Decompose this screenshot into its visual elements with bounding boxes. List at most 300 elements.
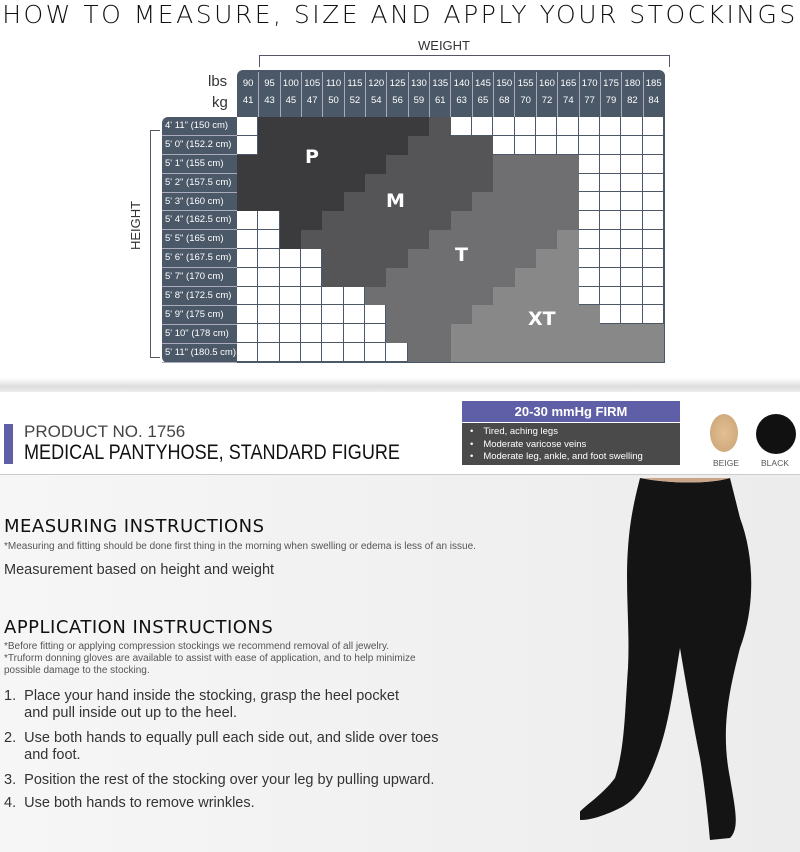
cell-size-t	[451, 268, 472, 287]
cell-size-p	[344, 117, 365, 136]
unit-kg: kg	[212, 94, 228, 111]
kg-label: 45	[285, 95, 297, 106]
height-row-label: 5' 1" (155 cm)	[162, 155, 237, 174]
cell-size-m	[344, 211, 365, 230]
cell-size-t	[536, 155, 557, 174]
cell-size-t	[515, 230, 536, 249]
cell-size-xt	[515, 343, 536, 362]
cell-empty	[344, 305, 365, 324]
weight-column-header	[281, 72, 302, 117]
cell-empty	[365, 343, 386, 362]
weight-column-header	[430, 72, 451, 117]
weight-column-header	[558, 72, 579, 117]
cell-size-t	[515, 174, 536, 193]
cell-size-m	[429, 136, 450, 155]
height-row-label: 5' 0" (152.2 cm)	[162, 136, 237, 155]
cell-size-t	[429, 324, 450, 343]
cell-size-t	[386, 268, 407, 287]
cell-empty	[621, 117, 642, 136]
cell-size-p	[280, 136, 301, 155]
cell-size-p	[237, 192, 258, 211]
cell-empty	[579, 249, 600, 268]
kg-label: 79	[605, 95, 617, 106]
measuring-heading: MEASURING INSTRUCTIONS	[4, 516, 265, 537]
cell-size-xt	[493, 343, 514, 362]
step: 4. Use both hands to remove wrinkles.	[4, 795, 255, 811]
cell-empty	[386, 343, 407, 362]
cell-size-t	[386, 287, 407, 306]
indication: • Moderate varicose veins	[470, 439, 680, 452]
cell-empty	[600, 192, 621, 211]
cell-empty	[322, 343, 343, 362]
cell-size-t	[408, 305, 429, 324]
unit-lbs: lbs	[208, 73, 228, 90]
cell-size-p	[301, 192, 322, 211]
cell-size-m	[322, 249, 343, 268]
application-heading: APPLICATION INSTRUCTIONS	[4, 617, 274, 638]
cell-size-xt	[493, 305, 514, 324]
lbs-label: 130	[410, 78, 427, 89]
cell-empty	[579, 211, 600, 230]
cell-size-m	[429, 192, 450, 211]
cell-size-m	[322, 268, 343, 287]
indication: • Moderate leg, ankle, and foot swelling	[470, 451, 680, 464]
cell-size-t	[515, 192, 536, 211]
measuring-note: *Measuring and fitting should be done first thing in the morning when swelling or edema is less of an issue.	[4, 541, 476, 552]
compression-level: 20-30 mmHg FIRM	[462, 401, 680, 422]
cell-empty	[643, 174, 664, 193]
cell-size-xt	[557, 230, 578, 249]
cell-size-t	[408, 249, 429, 268]
cell-size-m	[365, 192, 386, 211]
cell-empty	[621, 136, 642, 155]
cell-size-p	[386, 136, 407, 155]
application-note: *Before fitting or applying compression stockings we recommend removal of all jewelry.	[4, 641, 389, 652]
cell-size-xt	[557, 343, 578, 362]
cell-size-t	[536, 192, 557, 211]
size-label-p: P	[305, 146, 319, 168]
cell-empty	[643, 211, 664, 230]
cell-size-t	[557, 211, 578, 230]
cell-size-p	[322, 136, 343, 155]
cell-size-xt	[557, 305, 578, 324]
divider	[0, 378, 800, 392]
cell-size-m	[322, 230, 343, 249]
cell-size-t	[493, 155, 514, 174]
cell-empty	[322, 324, 343, 343]
cell-size-p	[258, 174, 279, 193]
cell-size-p	[322, 155, 343, 174]
lbs-label: 155	[517, 78, 534, 89]
product-name: MEDICAL PANTYHOSE, STANDARD FIGURE	[24, 441, 400, 464]
cell-size-p	[344, 174, 365, 193]
cell-empty	[643, 249, 664, 268]
height-row-label: 5' 11" (180.5 cm)	[162, 344, 237, 363]
cell-size-xt	[536, 343, 557, 362]
cell-size-xt	[579, 343, 600, 362]
cell-size-p	[301, 174, 322, 193]
cell-empty	[621, 192, 642, 211]
cell-size-t	[451, 287, 472, 306]
weight-column-header	[366, 72, 387, 117]
product-number: PRODUCT NO. 1756	[24, 422, 186, 441]
cell-size-xt	[557, 268, 578, 287]
cell-size-m	[386, 211, 407, 230]
kg-label: 74	[563, 95, 574, 106]
cell-empty	[258, 287, 279, 306]
cell-size-t	[429, 287, 450, 306]
kg-label: 43	[264, 95, 275, 106]
cell-size-m	[344, 230, 365, 249]
kg-label: 63	[456, 95, 467, 106]
cell-size-t	[515, 211, 536, 230]
kg-label: 41	[242, 95, 254, 106]
cell-empty	[301, 287, 322, 306]
cell-size-m	[408, 230, 429, 249]
cell-empty	[237, 324, 258, 343]
lbs-label: 185	[645, 78, 662, 89]
size-grid	[237, 117, 665, 363]
black-swatch[interactable]	[756, 414, 796, 454]
cell-size-p	[301, 211, 322, 230]
cell-size-t	[451, 211, 472, 230]
kg-label: 72	[541, 95, 553, 106]
kg-label: 84	[648, 95, 659, 106]
cell-empty	[600, 249, 621, 268]
step: 1. Place your hand inside the stocking, grasp the heel pocket and pull inside out up to the heel.	[4, 688, 399, 721]
weight-header	[237, 70, 665, 117]
kg-label: 82	[627, 95, 638, 106]
cell-size-xt	[557, 249, 578, 268]
cell-size-m	[408, 136, 429, 155]
cell-empty	[579, 192, 600, 211]
pantyhose-image	[580, 478, 800, 852]
cell-empty	[643, 136, 664, 155]
lbs-label: 180	[624, 78, 641, 89]
cell-size-t	[536, 211, 557, 230]
step: 2. Use both hands to equally pull each side out, and slide over toes and foot.	[4, 730, 439, 763]
weight-column-header	[409, 72, 430, 117]
cell-size-m	[451, 136, 472, 155]
cell-size-t	[451, 305, 472, 324]
cell-empty	[365, 324, 386, 343]
cell-size-p	[322, 117, 343, 136]
cell-size-m	[408, 155, 429, 174]
cell-size-p	[258, 192, 279, 211]
cell-empty	[621, 249, 642, 268]
cell-size-m	[301, 230, 322, 249]
cell-size-m	[365, 268, 386, 287]
cell-size-xt	[472, 305, 493, 324]
cell-empty	[258, 268, 279, 287]
cell-size-t	[386, 324, 407, 343]
cell-size-m	[365, 230, 386, 249]
weight-bracket	[259, 55, 670, 67]
height-row-label: 5' 9" (175 cm)	[162, 306, 237, 325]
cell-size-xt	[643, 343, 664, 362]
cell-size-m	[386, 230, 407, 249]
cell-empty	[643, 155, 664, 174]
cell-size-p	[344, 155, 365, 174]
cell-size-t	[493, 230, 514, 249]
cell-size-t	[493, 211, 514, 230]
application-notes	[4, 641, 454, 677]
cell-empty	[322, 287, 343, 306]
cell-empty	[600, 174, 621, 193]
cell-empty	[493, 117, 514, 136]
cell-size-xt	[493, 324, 514, 343]
weight-column-header	[387, 72, 408, 117]
cell-empty	[258, 305, 279, 324]
cell-empty	[237, 117, 258, 136]
size-label-m: M	[386, 190, 405, 212]
cell-empty	[280, 305, 301, 324]
cell-size-m	[451, 155, 472, 174]
cell-size-t	[515, 249, 536, 268]
cell-size-m	[472, 155, 493, 174]
cell-size-xt	[451, 343, 472, 362]
cell-size-p	[408, 117, 429, 136]
cell-empty	[258, 230, 279, 249]
cell-empty	[643, 287, 664, 306]
cell-empty	[258, 324, 279, 343]
lbs-label: 175	[603, 78, 619, 89]
cell-empty	[621, 287, 642, 306]
cell-size-m	[322, 211, 343, 230]
cell-size-t	[429, 230, 450, 249]
cell-empty	[237, 343, 258, 362]
cell-size-m	[365, 211, 386, 230]
cell-size-t	[408, 324, 429, 343]
weight-column-header	[537, 72, 558, 117]
height-row-label: 5' 4" (162.5 cm)	[162, 211, 237, 230]
cell-size-t	[493, 192, 514, 211]
cell-size-t	[536, 174, 557, 193]
page-title: HOW TO MEASURE, SIZE AND APPLY YOUR STOCKINGS	[2, 0, 798, 29]
height-bracket	[150, 130, 160, 358]
cell-empty	[536, 117, 557, 136]
cell-empty	[344, 324, 365, 343]
cell-empty	[237, 287, 258, 306]
height-labels	[162, 117, 237, 363]
cell-size-p	[280, 211, 301, 230]
size-label-xt: XT	[528, 308, 556, 330]
cell-size-p	[258, 155, 279, 174]
beige-swatch[interactable]	[710, 414, 738, 452]
cell-empty	[643, 268, 664, 287]
cell-size-t	[472, 211, 493, 230]
cell-empty	[621, 230, 642, 249]
cell-empty	[600, 268, 621, 287]
cell-size-m	[429, 117, 450, 136]
cell-empty	[344, 287, 365, 306]
cell-empty	[237, 211, 258, 230]
weight-column-header	[601, 72, 622, 117]
cell-size-xt	[472, 343, 493, 362]
cell-empty	[451, 117, 472, 136]
cell-empty	[600, 305, 621, 324]
cell-size-m	[386, 155, 407, 174]
lbs-label: 90	[242, 78, 254, 89]
lbs-label: 145	[475, 78, 491, 89]
cell-size-t	[408, 268, 429, 287]
height-row-label: 4' 11" (150 cm)	[162, 117, 237, 136]
cell-size-t	[472, 230, 493, 249]
weight-column-header	[451, 72, 472, 117]
cell-size-m	[344, 249, 365, 268]
weight-axis-label: WEIGHT	[410, 38, 478, 53]
cell-size-t	[429, 343, 450, 362]
cell-empty	[280, 324, 301, 343]
application-note: *Truform donning gloves are available to assist with ease of application, and to help minimize possible damage to the stocking.	[4, 653, 416, 676]
weight-column-header	[259, 72, 280, 117]
cell-size-p	[365, 117, 386, 136]
cell-size-t	[515, 155, 536, 174]
cell-size-p	[386, 117, 407, 136]
cell-size-m	[472, 174, 493, 193]
cell-empty	[280, 268, 301, 287]
cell-empty	[621, 268, 642, 287]
cell-size-t	[493, 174, 514, 193]
cell-size-m	[429, 174, 450, 193]
cell-empty	[600, 230, 621, 249]
black-label: BLACK	[761, 458, 789, 468]
lbs-label: 95	[264, 78, 275, 89]
cell-size-xt	[557, 324, 578, 343]
weight-column-header	[238, 72, 259, 117]
weight-column-header	[580, 72, 601, 117]
cell-empty	[237, 268, 258, 287]
cell-size-m	[408, 211, 429, 230]
cell-size-m	[472, 136, 493, 155]
height-row-label: 5' 8" (172.5 cm)	[162, 287, 237, 306]
cell-size-m	[451, 174, 472, 193]
cell-size-t	[472, 249, 493, 268]
cell-size-p	[280, 174, 301, 193]
cell-size-t	[493, 249, 514, 268]
cell-empty	[280, 287, 301, 306]
lbs-label: 110	[325, 78, 342, 89]
cell-size-xt	[536, 249, 557, 268]
cell-empty	[344, 343, 365, 362]
kg-label: 47	[306, 95, 318, 106]
cell-empty	[237, 249, 258, 268]
kg-label: 59	[413, 95, 425, 106]
cell-size-t	[408, 343, 429, 362]
kg-label: 54	[370, 95, 382, 106]
cell-empty	[301, 324, 322, 343]
lbs-label: 100	[282, 78, 299, 89]
weight-column-header	[494, 72, 515, 117]
cell-empty	[472, 117, 493, 136]
cell-empty	[579, 117, 600, 136]
cell-size-t	[429, 249, 450, 268]
weight-column-header	[515, 72, 536, 117]
cell-size-xt	[579, 305, 600, 324]
cell-size-xt	[557, 287, 578, 306]
beige-label: BEIGE	[713, 458, 739, 468]
kg-label: 56	[392, 95, 403, 106]
weight-column-header	[473, 72, 494, 117]
cell-empty	[621, 155, 642, 174]
cell-size-m	[344, 192, 365, 211]
lbs-label: 120	[368, 78, 385, 89]
cell-size-xt	[515, 287, 536, 306]
kg-label: 61	[434, 95, 446, 106]
cell-empty	[579, 287, 600, 306]
lbs-label: 170	[581, 78, 598, 89]
cell-empty	[258, 343, 279, 362]
height-row-label: 5' 10" (178 cm)	[162, 325, 237, 344]
cell-empty	[365, 305, 386, 324]
lbs-label: 105	[304, 78, 321, 89]
cell-size-xt	[643, 324, 664, 343]
cell-size-p	[365, 136, 386, 155]
cell-size-xt	[451, 324, 472, 343]
indications-list	[462, 423, 680, 465]
height-row-label: 5' 7" (170 cm)	[162, 268, 237, 287]
cell-size-p	[344, 136, 365, 155]
weight-column-header	[345, 72, 366, 117]
cell-empty	[301, 249, 322, 268]
weight-column-header	[644, 72, 664, 117]
cell-size-m	[429, 211, 450, 230]
cell-size-p	[365, 155, 386, 174]
cell-empty	[579, 230, 600, 249]
cell-size-xt	[536, 287, 557, 306]
cell-empty	[643, 117, 664, 136]
cell-size-m	[429, 155, 450, 174]
weight-column-header	[323, 72, 344, 117]
cell-empty	[258, 249, 279, 268]
lbs-label: 165	[560, 78, 577, 89]
cell-size-t	[472, 192, 493, 211]
kg-label: 65	[477, 95, 489, 106]
cell-size-t	[472, 268, 493, 287]
cell-empty	[600, 211, 621, 230]
cell-size-p	[280, 230, 301, 249]
cell-empty	[579, 268, 600, 287]
cell-size-xt	[536, 268, 557, 287]
cell-size-t	[408, 287, 429, 306]
cell-empty	[579, 136, 600, 155]
cell-size-p	[237, 155, 258, 174]
height-row-label: 5' 2" (157.5 cm)	[162, 174, 237, 193]
cell-empty	[579, 174, 600, 193]
cell-empty	[621, 305, 642, 324]
cell-empty	[557, 136, 578, 155]
cell-size-m	[365, 174, 386, 193]
lbs-label: 115	[347, 78, 363, 89]
cell-size-p	[280, 155, 301, 174]
cell-size-t	[557, 155, 578, 174]
cell-size-p	[237, 174, 258, 193]
cell-size-t	[557, 192, 578, 211]
height-row-label: 5' 5" (165 cm)	[162, 230, 237, 249]
height-row-label: 5' 3" (160 cm)	[162, 193, 237, 212]
cell-empty	[322, 305, 343, 324]
cell-size-p	[322, 174, 343, 193]
cell-size-p	[258, 136, 279, 155]
cell-size-xt	[621, 324, 642, 343]
cell-size-t	[386, 305, 407, 324]
cell-empty	[258, 211, 279, 230]
cell-empty	[643, 305, 664, 324]
cell-size-xt	[472, 324, 493, 343]
cell-size-t	[472, 287, 493, 306]
cell-size-p	[280, 117, 301, 136]
cell-empty	[301, 305, 322, 324]
